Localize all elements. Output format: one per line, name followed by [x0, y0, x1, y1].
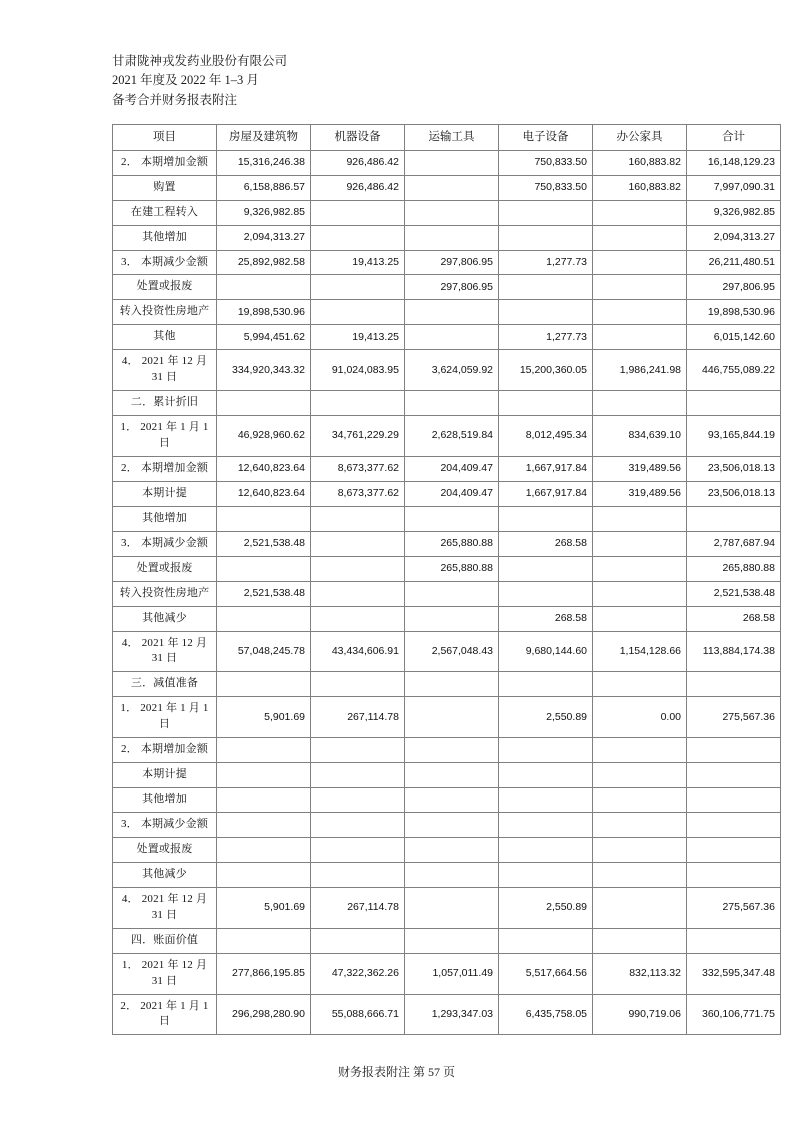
cell-value [687, 928, 781, 953]
cell-value: 2,521,538.48 [687, 581, 781, 606]
cell-value [311, 813, 405, 838]
cell-value [405, 150, 499, 175]
cell-value [405, 672, 499, 697]
cell-value [593, 556, 687, 581]
cell-value [217, 862, 311, 887]
cell-value: 1,154,128.66 [593, 631, 687, 672]
row-label: 其他增加 [113, 506, 217, 531]
cell-value [593, 506, 687, 531]
cell-value: 19,413.25 [311, 250, 405, 275]
cell-value [311, 200, 405, 225]
column-header-transport: 运输工具 [405, 125, 499, 151]
footer-text: 财务报表附注 第 57 页 [337, 1065, 455, 1079]
cell-value: 319,489.56 [593, 456, 687, 481]
cell-value [593, 581, 687, 606]
row-label: 转入投资性房地产 [113, 300, 217, 325]
cell-value [499, 391, 593, 416]
cell-value: 2,521,538.48 [217, 581, 311, 606]
cell-value [499, 275, 593, 300]
cell-value [687, 391, 781, 416]
cell-value: 275,567.36 [687, 697, 781, 738]
cell-value: 926,486.42 [311, 175, 405, 200]
cell-value: 113,884,174.38 [687, 631, 781, 672]
cell-value: 46,928,960.62 [217, 416, 311, 457]
row-label: 4． 2021 年 12 月 31 日 [113, 631, 217, 672]
cell-value: 1,986,241.98 [593, 350, 687, 391]
cell-value [593, 763, 687, 788]
cell-value [217, 391, 311, 416]
cell-value: 26,211,480.51 [687, 250, 781, 275]
cell-value [593, 837, 687, 862]
cell-value: 57,048,245.78 [217, 631, 311, 672]
cell-value: 15,316,246.38 [217, 150, 311, 175]
table-row [113, 175, 781, 200]
table-row [113, 606, 781, 631]
document-header [112, 52, 733, 110]
cell-value: 832,113.32 [593, 953, 687, 994]
cell-value [687, 738, 781, 763]
cell-value [311, 672, 405, 697]
cell-value: 6,435,758.05 [499, 994, 593, 1035]
cell-value: 12,640,823.64 [217, 481, 311, 506]
row-label: 2． 本期增加金额 [113, 738, 217, 763]
cell-value [687, 672, 781, 697]
cell-value: 6,158,886.57 [217, 175, 311, 200]
cell-value: 750,833.50 [499, 175, 593, 200]
cell-value [405, 813, 499, 838]
row-label: 3． 本期减少金额 [113, 813, 217, 838]
cell-value [405, 837, 499, 862]
cell-value [311, 506, 405, 531]
row-label: 购置 [113, 175, 217, 200]
column-header-furniture: 办公家具 [593, 125, 687, 151]
cell-value: 12,640,823.64 [217, 456, 311, 481]
cell-value [405, 581, 499, 606]
row-label: 二．累计折旧 [113, 391, 217, 416]
fixed-assets-table [112, 124, 781, 1035]
cell-value: 2,567,048.43 [405, 631, 499, 672]
cell-value [593, 672, 687, 697]
cell-value [217, 556, 311, 581]
cell-value [405, 862, 499, 887]
cell-value [311, 225, 405, 250]
cell-value: 91,024,083.95 [311, 350, 405, 391]
cell-value [217, 672, 311, 697]
cell-value: 25,892,982.58 [217, 250, 311, 275]
cell-value [593, 887, 687, 928]
cell-value [499, 763, 593, 788]
cell-value: 265,880.88 [687, 556, 781, 581]
cell-value: 750,833.50 [499, 150, 593, 175]
cell-value [499, 556, 593, 581]
cell-value [311, 788, 405, 813]
cell-value: 277,866,195.85 [217, 953, 311, 994]
cell-value [217, 837, 311, 862]
cell-value [593, 275, 687, 300]
cell-value: 2,787,687.94 [687, 531, 781, 556]
cell-value [499, 928, 593, 953]
table-row [113, 928, 781, 953]
cell-value: 5,901.69 [217, 697, 311, 738]
cell-value [687, 862, 781, 887]
cell-value [405, 200, 499, 225]
cell-value [593, 862, 687, 887]
cell-value [217, 506, 311, 531]
row-label: 4． 2021 年 12 月 31 日 [113, 350, 217, 391]
cell-value [311, 391, 405, 416]
cell-value: 268.58 [687, 606, 781, 631]
cell-value [499, 300, 593, 325]
cell-value [311, 738, 405, 763]
cell-value [405, 928, 499, 953]
cell-value [311, 837, 405, 862]
table-row [113, 275, 781, 300]
cell-value: 9,326,982.85 [217, 200, 311, 225]
table-row [113, 325, 781, 350]
table-row [113, 250, 781, 275]
cell-value [405, 887, 499, 928]
cell-value: 160,883.82 [593, 175, 687, 200]
cell-value: 0.00 [593, 697, 687, 738]
cell-value: 204,409.47 [405, 481, 499, 506]
cell-value [593, 928, 687, 953]
table-row [113, 506, 781, 531]
cell-value [311, 531, 405, 556]
cell-value: 2,550.89 [499, 887, 593, 928]
column-header-total: 合计 [687, 125, 781, 151]
table-row [113, 887, 781, 928]
cell-value: 8,673,377.62 [311, 481, 405, 506]
table-body [113, 150, 781, 1035]
cell-value [311, 862, 405, 887]
row-label: 2． 本期增加金额 [113, 456, 217, 481]
cell-value [687, 763, 781, 788]
row-label: 在建工程转入 [113, 200, 217, 225]
column-header-item: 项目 [113, 125, 217, 151]
table-row [113, 481, 781, 506]
cell-value [311, 606, 405, 631]
cell-value: 834,639.10 [593, 416, 687, 457]
cell-value: 93,165,844.19 [687, 416, 781, 457]
cell-value [217, 606, 311, 631]
row-label: 3． 本期减少金额 [113, 531, 217, 556]
cell-value [593, 200, 687, 225]
row-label: 处置或报废 [113, 837, 217, 862]
table-row [113, 200, 781, 225]
table-row [113, 350, 781, 391]
cell-value: 19,898,530.96 [687, 300, 781, 325]
row-label: 处置或报废 [113, 556, 217, 581]
cell-value [593, 391, 687, 416]
table-row [113, 416, 781, 457]
cell-value: 5,517,664.56 [499, 953, 593, 994]
cell-value [499, 200, 593, 225]
cell-value [311, 928, 405, 953]
cell-value: 267,114.78 [311, 887, 405, 928]
cell-value: 297,806.95 [405, 275, 499, 300]
cell-value [405, 175, 499, 200]
cell-value: 319,489.56 [593, 481, 687, 506]
cell-value: 1,277.73 [499, 325, 593, 350]
cell-value: 1,667,917.84 [499, 481, 593, 506]
table-row [113, 631, 781, 672]
cell-value [405, 763, 499, 788]
table-row [113, 813, 781, 838]
table-row [113, 953, 781, 994]
cell-value [405, 697, 499, 738]
cell-value [499, 738, 593, 763]
cell-value [405, 738, 499, 763]
cell-value [217, 763, 311, 788]
cell-value: 7,997,090.31 [687, 175, 781, 200]
cell-value: 360,106,771.75 [687, 994, 781, 1035]
row-label: 2． 2021 年 1 月 1 日 [113, 994, 217, 1035]
cell-value [687, 506, 781, 531]
row-label: 四．账面价值 [113, 928, 217, 953]
cell-value [499, 506, 593, 531]
cell-value: 8,673,377.62 [311, 456, 405, 481]
page-footer [0, 1063, 793, 1080]
cell-value: 265,880.88 [405, 556, 499, 581]
table-row [113, 697, 781, 738]
cell-value: 19,898,530.96 [217, 300, 311, 325]
table-row [113, 672, 781, 697]
cell-value [687, 788, 781, 813]
row-label: 本期计提 [113, 481, 217, 506]
cell-value: 1,277.73 [499, 250, 593, 275]
cell-value [593, 225, 687, 250]
cell-value [217, 788, 311, 813]
cell-value: 5,994,451.62 [217, 325, 311, 350]
cell-value [217, 738, 311, 763]
cell-value: 332,595,347.48 [687, 953, 781, 994]
cell-value [593, 813, 687, 838]
cell-value [405, 788, 499, 813]
row-label: 其他增加 [113, 788, 217, 813]
cell-value [217, 813, 311, 838]
cell-value: 16,148,129.23 [687, 150, 781, 175]
row-label: 其他 [113, 325, 217, 350]
cell-value: 19,413.25 [311, 325, 405, 350]
table-row [113, 763, 781, 788]
cell-value: 23,506,018.13 [687, 481, 781, 506]
row-label: 本期计提 [113, 763, 217, 788]
cell-value [499, 837, 593, 862]
cell-value [593, 531, 687, 556]
report-period: 2021 年度及 2022 年 1–3 月 [112, 73, 259, 88]
row-label: 其他增加 [113, 225, 217, 250]
cell-value [405, 225, 499, 250]
cell-value [593, 250, 687, 275]
cell-value: 8,012,495.34 [499, 416, 593, 457]
row-label: 1． 2021 年 1 月 1 日 [113, 697, 217, 738]
table-row [113, 531, 781, 556]
table-row [113, 456, 781, 481]
cell-value [405, 506, 499, 531]
cell-value [499, 862, 593, 887]
cell-value: 1,293,347.03 [405, 994, 499, 1035]
cell-value: 43,434,606.91 [311, 631, 405, 672]
table-header-row [113, 125, 781, 151]
cell-value: 2,094,313.27 [687, 225, 781, 250]
cell-value: 1,667,917.84 [499, 456, 593, 481]
report-title: 备考合并财务报表附注 [112, 92, 238, 107]
cell-value [405, 325, 499, 350]
column-header-machinery: 机器设备 [311, 125, 405, 151]
table-row [113, 581, 781, 606]
cell-value [593, 325, 687, 350]
cell-value: 990,719.06 [593, 994, 687, 1035]
row-label: 3． 本期减少金额 [113, 250, 217, 275]
cell-value [593, 738, 687, 763]
row-label: 1． 2021 年 1 月 1 日 [113, 416, 217, 457]
cell-value: 23,506,018.13 [687, 456, 781, 481]
cell-value [687, 813, 781, 838]
column-header-electronics: 电子设备 [499, 125, 593, 151]
cell-value [311, 275, 405, 300]
table-row [113, 556, 781, 581]
row-label: 转入投资性房地产 [113, 581, 217, 606]
cell-value [311, 763, 405, 788]
cell-value: 446,755,089.22 [687, 350, 781, 391]
table-row [113, 225, 781, 250]
cell-value [311, 581, 405, 606]
cell-value: 5,901.69 [217, 887, 311, 928]
cell-value: 2,628,519.84 [405, 416, 499, 457]
cell-value: 1,057,011.49 [405, 953, 499, 994]
cell-value: 15,200,360.05 [499, 350, 593, 391]
cell-value: 204,409.47 [405, 456, 499, 481]
cell-value [499, 672, 593, 697]
cell-value [593, 788, 687, 813]
cell-value [499, 225, 593, 250]
cell-value: 296,298,280.90 [217, 994, 311, 1035]
cell-value: 268.58 [499, 531, 593, 556]
cell-value: 47,322,362.26 [311, 953, 405, 994]
cell-value: 160,883.82 [593, 150, 687, 175]
cell-value [499, 581, 593, 606]
table-row [113, 862, 781, 887]
table-row [113, 150, 781, 175]
row-label: 处置或报废 [113, 275, 217, 300]
cell-value [593, 300, 687, 325]
row-label: 1． 2021 年 12 月 31 日 [113, 953, 217, 994]
cell-value [687, 837, 781, 862]
row-label: 其他减少 [113, 606, 217, 631]
cell-value: 268.58 [499, 606, 593, 631]
cell-value [499, 788, 593, 813]
cell-value [217, 928, 311, 953]
table-row [113, 738, 781, 763]
cell-value [311, 300, 405, 325]
cell-value: 334,920,343.32 [217, 350, 311, 391]
table-row [113, 300, 781, 325]
cell-value [311, 556, 405, 581]
table-row [113, 837, 781, 862]
cell-value [499, 813, 593, 838]
cell-value [405, 391, 499, 416]
cell-value: 3,624,059.92 [405, 350, 499, 391]
cell-value: 55,088,666.71 [311, 994, 405, 1035]
table-row [113, 788, 781, 813]
cell-value [405, 300, 499, 325]
company-name: 甘肃陇神戎发药业股份有限公司 [112, 54, 288, 68]
cell-value: 6,015,142.60 [687, 325, 781, 350]
cell-value: 34,761,229.29 [311, 416, 405, 457]
cell-value: 9,326,982.85 [687, 200, 781, 225]
cell-value: 267,114.78 [311, 697, 405, 738]
row-label: 2． 本期增加金额 [113, 150, 217, 175]
cell-value: 9,680,144.60 [499, 631, 593, 672]
table-row [113, 994, 781, 1035]
cell-value: 2,550.89 [499, 697, 593, 738]
row-label: 其他减少 [113, 862, 217, 887]
cell-value: 297,806.95 [405, 250, 499, 275]
cell-value [217, 275, 311, 300]
cell-value: 265,880.88 [405, 531, 499, 556]
cell-value: 297,806.95 [687, 275, 781, 300]
cell-value [593, 606, 687, 631]
cell-value: 275,567.36 [687, 887, 781, 928]
cell-value: 2,094,313.27 [217, 225, 311, 250]
row-label: 三．减值准备 [113, 672, 217, 697]
cell-value: 2,521,538.48 [217, 531, 311, 556]
cell-value [405, 606, 499, 631]
cell-value: 926,486.42 [311, 150, 405, 175]
column-header-buildings: 房屋及建筑物 [217, 125, 311, 151]
row-label: 4． 2021 年 12 月 31 日 [113, 887, 217, 928]
table-row [113, 391, 781, 416]
